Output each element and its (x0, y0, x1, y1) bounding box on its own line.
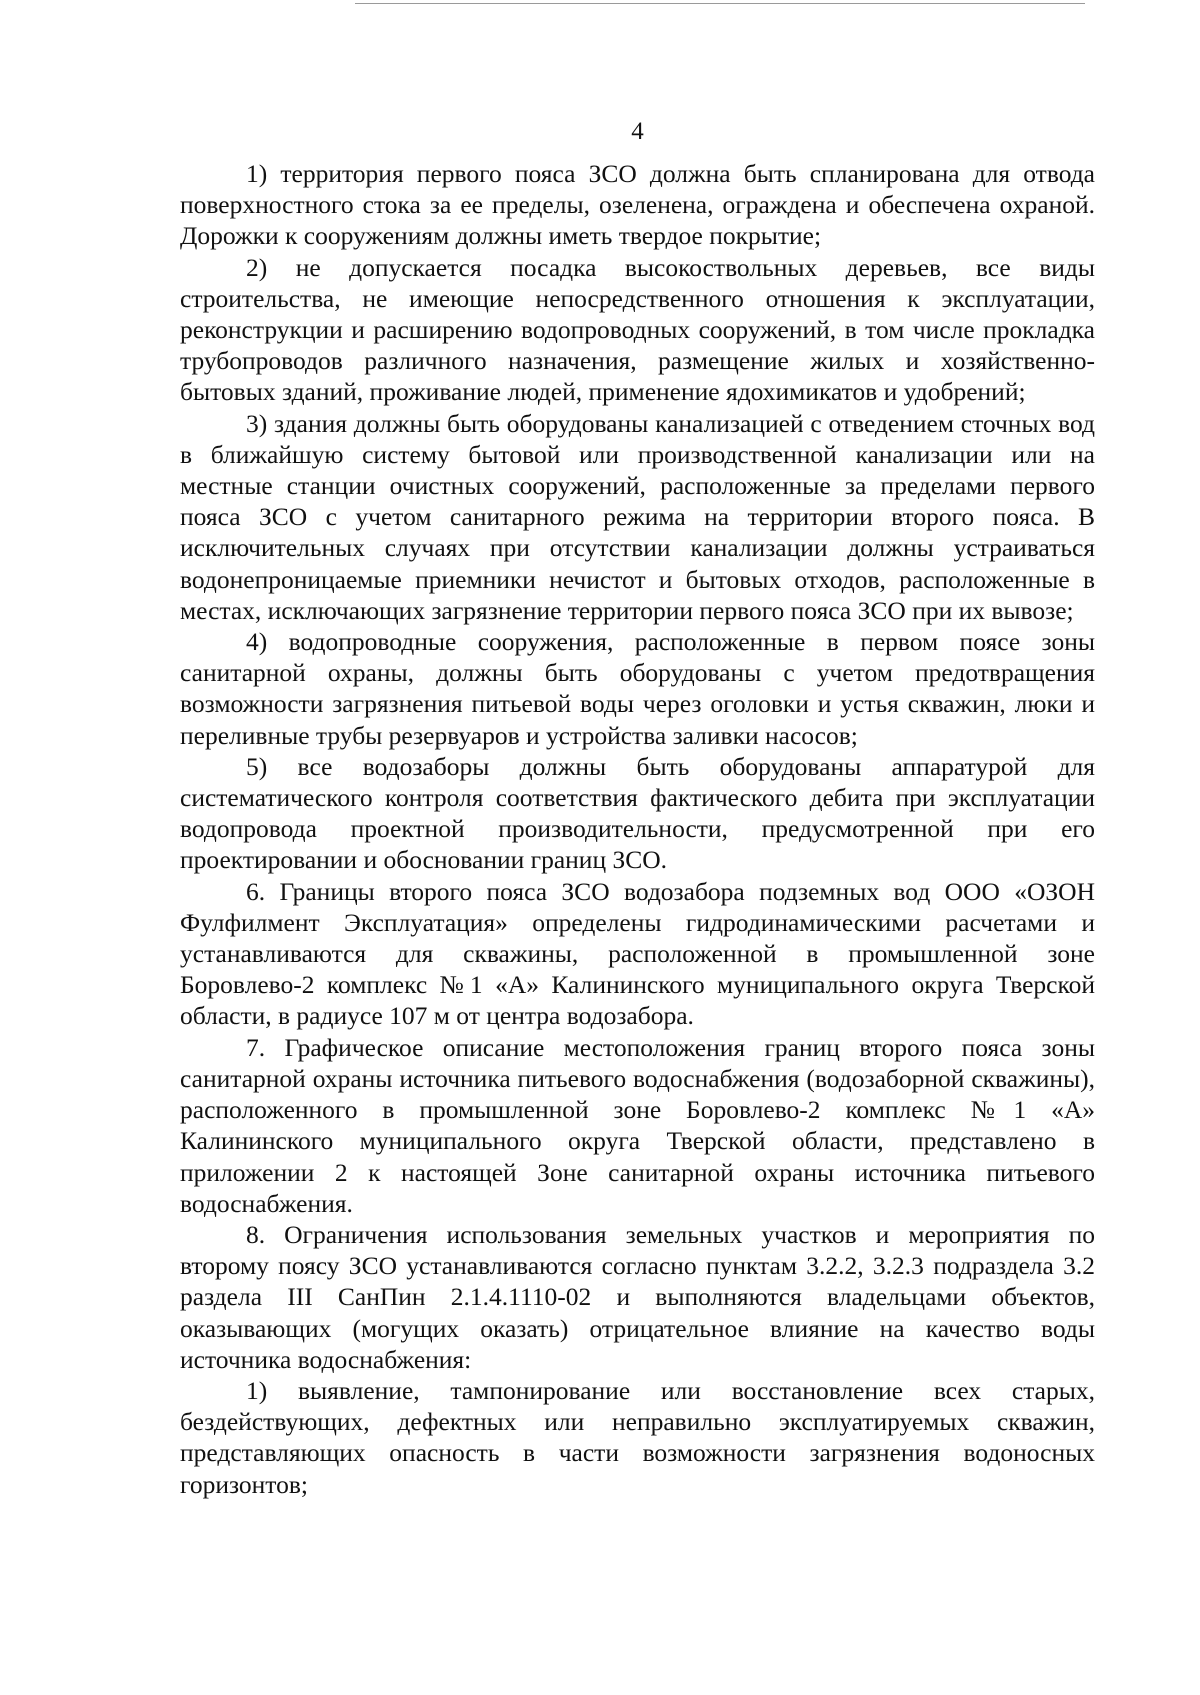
paragraph-1-4: 4) водопроводные сооружения, расположенные в первом поясе зоны санитарной охраны, должны быть оборудованы с учетом предотвращения возможности загрязнения питьевой воды через оголовки и устья скважин, люки и переливные трубы резервуаров и устройства заливки насосов; (180, 627, 1095, 750)
paragraph-1-1: 1) территория первого пояса ЗСО должна быть спланирована для отвода поверхностного стока за ее пределы, озеленена, ограждена и обеспечена охраной. Дорожки к сооружениям должны иметь твердое покрытие; (180, 159, 1095, 251)
page-number: 4 (631, 118, 644, 145)
paragraph-8: 8. Ограничения использования земельных участков и мероприятия по второму поясу ЗСО устанавливаются согласно пунктам 3.2.2, 3.2.3 подраздела 3.2 раздела III СанПин 2.1.4.1110-02 и выполняются владельцами объектов, оказывающих (могущих оказать) отрицательное влияние на качество воды источника водоснабжения: (180, 1219, 1095, 1374)
paragraph-1-3: 3) здания должны быть оборудованы канализацией с отведением сточных вод в ближайшую систему бытовой или производственной канализации или на местные станции очистных сооружений, расположенные за пределами первого пояса ЗСО с учетом санитарного режима на территории второго пояса. В исключительных случаях при отсутствии канализации должны устраиваться водонепроницаемые приемники нечистот и бытовых отходов, расположенные в местах, исключающих загрязнение территории первого пояса ЗСО при их вывозе; (180, 408, 1095, 625)
document-body (180, 158, 1095, 1500)
scan-edge-line (355, 3, 1085, 4)
paragraph-8-1: 1) выявление, тампонирование или восстановление всех старых, бездействующих, дефектных или неправильно эксплуатируемых скважин, представляющих опасность в части возможности загрязнения водоносных горизонтов; (180, 1375, 1095, 1499)
paragraph-7: 7. Графическое описание местоположения границ второго пояса зоны санитарной охраны источника питьевого водоснабжения (водозаборной скважины), расположенного в промышленной зоне Боровлево-2 комплекс №1 «А» Калининского муниципального округа Тверской области, представлено в приложении 2 к настоящей Зоне санитарной охраны источника питьевого водоснабжения. (180, 1032, 1095, 1218)
paragraph-1-2: 2) не допускается посадка высокоствольных деревьев, все виды строительства, не имеющие непосредственного отношения к эксплуатации, реконструкции и расширению водопроводных сооружений, в том числе прокладка трубопроводов различного назначения, размещение жилых и хозяйственно-бытовых зданий, проживание людей, применение ядохимикатов и удобрений; (180, 252, 1095, 407)
paragraph-1-5: 5) все водозаборы должны быть оборудованы аппаратурой для систематического контроля соответствия фактического дебита при эксплуатации водопровода проектной производительности, предусмотренной при его проектировании и обосновании границ ЗСО. (180, 751, 1095, 875)
paragraph-6: 6. Границы второго пояса ЗСО водозабора подземных вод ООО «ОЗОН Фулфилмент Эксплуатация» определены гидродинамическими расчетами и устанавливаются для скважины, расположенной в промышленной зоне Боровлево-2 комплекс №1 «А» Калининского муниципального округа Тверской области, в радиусе 107 м от центра водозабора. (180, 876, 1095, 1031)
